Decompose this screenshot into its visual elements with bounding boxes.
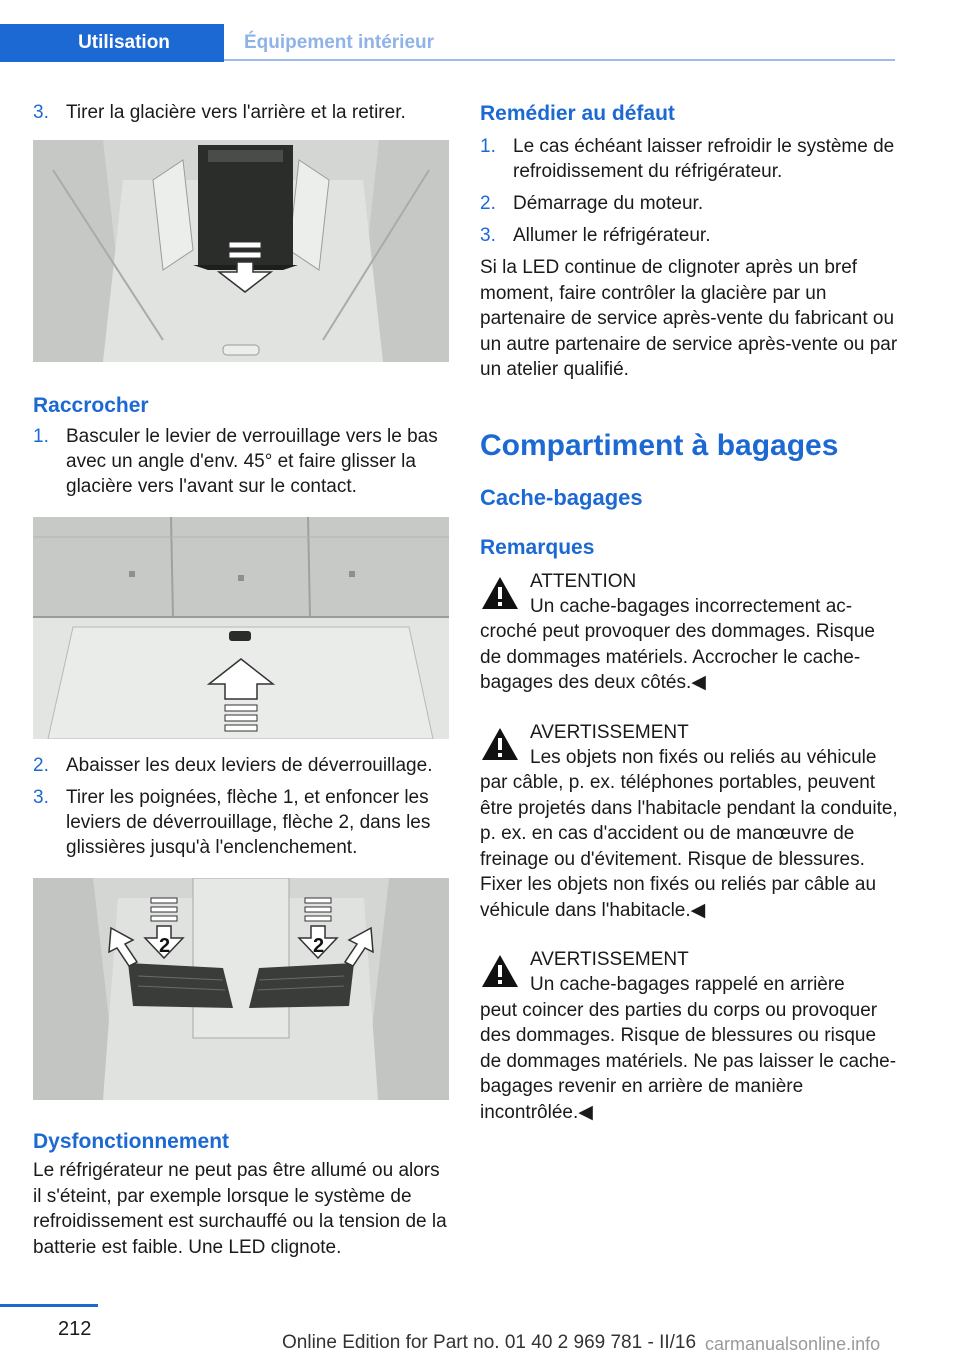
watermark: carmanualsonline.info	[705, 1334, 881, 1354]
warning-icon	[480, 575, 520, 611]
heading-remedier: Remédier au défaut	[480, 102, 675, 125]
list-item: 1. Le cas échéant laisser refroidir le système de refroidissement du réfrigérateur.	[480, 136, 895, 182]
page-number: 212	[58, 1318, 92, 1340]
list-item: 2. Démarrage du moteur.	[480, 193, 704, 214]
warning-block: AVERTISSEMENT Les objets non fixés ou reliés au véhicule par câble, p. ex. téléphones portables, peuvent être projetés dans l'habitacle pendant la conduite, p. ex. en cas d'accident ou de manœuvre de freinage ou d'évitement. Risque de blessures. Fixer les objets non fixés ou reliés par câble au véhicule dans l'habitacle.◀	[480, 721, 898, 921]
heading-dysfonctionnement: Dysfonctionnement	[33, 1130, 230, 1153]
edition-note: Online Edition for Part no. 01 40 2 969 781 - II/16	[282, 1332, 697, 1353]
warning-block: AVERTISSEMENT Un cache-bagages rappelé en arrière peut coincer des parties du corps ou provoquer des dommages. Risque de blessures ou risque de dommages matériels. Ne pas laisser le cache-bagages revenir en arrière de manière incontrôlée.◀	[480, 949, 897, 1123]
list-item: 3. Allumer le réfrigérateur.	[480, 225, 711, 246]
heading-compartiment: Compartiment à bagages	[480, 428, 839, 462]
heading-raccrocher: Raccrocher	[33, 394, 149, 417]
list-item: 3. Tirer les poignées, flèche 1, et enfoncer les leviers de déverrouillage, flèche 2, dans les glissières jusqu'à l'enclenchement.	[33, 787, 431, 858]
arrow-label-2-left: 2	[159, 935, 171, 957]
warning-icon	[480, 953, 520, 989]
figure-cooler-levers	[33, 878, 449, 1100]
chapter-tab: Équipement intérieur	[244, 32, 435, 53]
list-item: 1. Basculer le levier de verrouillage vers le bas avec un angle d'env. 45° et faire glisser la glacière vers l'avant sur le contact.	[33, 426, 438, 497]
dysfonctionnement-text: Le réfrigérateur ne peut pas être allumé ou alors il s'éteint, par exemple lorsque le système de refroidissement est surchauffé ou la tension de la batterie est faible. Une LED clignote.	[33, 1160, 447, 1258]
list-item: 3. Tirer la glacière vers l'arrière et la retirer.	[33, 102, 406, 123]
left-column	[33, 100, 449, 1260]
warning-block: ATTENTION Un cache-bagages incorrectement ac- croché peut provoquer des dommages. Risque de dommages matériels. Accrocher le cache-bagages des deux côtés.◀	[480, 570, 876, 693]
warning-icon	[480, 726, 520, 762]
section-tab: Utilisation	[0, 24, 224, 62]
heading-cache-bagages: Cache-bagages	[480, 484, 643, 510]
heading-remarques: Remarques	[480, 535, 595, 559]
right-column	[480, 100, 900, 1125]
page-header	[0, 24, 895, 62]
list-item: 2. Abaisser les deux leviers de déverrouillage.	[33, 755, 433, 776]
header-rule	[224, 59, 895, 61]
footer-rule	[0, 1304, 98, 1307]
arrow-label-2-right: 2	[313, 935, 325, 957]
figure-cooler-hook	[33, 517, 449, 739]
remedier-text: Si la LED continue de clignoter après un bref moment, faire contrôler la glacière par un partenaire de service après-vente du fabricant ou un autre partenaire de service après-vente ou par un atelier qualifié.	[480, 257, 898, 380]
figure-cooler-remove	[33, 140, 449, 362]
